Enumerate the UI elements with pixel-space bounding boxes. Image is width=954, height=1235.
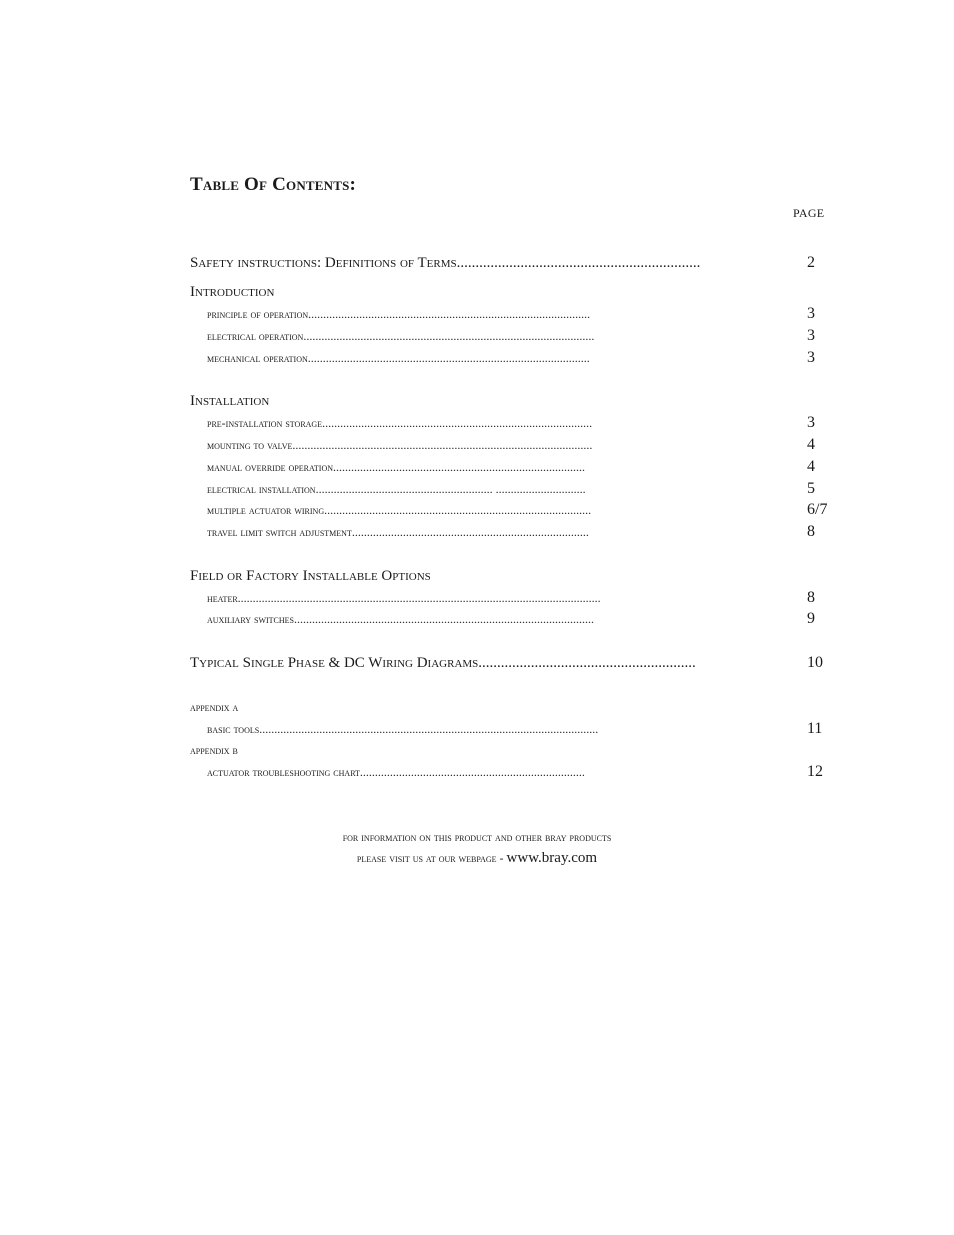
toc-section-label: Installation [190,393,270,409]
toc-entry-page: 3 [807,349,815,366]
toc-entry-label: pre-installation storage.......................................................................................... [207,416,593,430]
toc-entry-page: 3 [807,414,815,431]
toc-entry-multiple-actuator-wiring [0,500,954,522]
toc-entry-mounting-to-valve [0,435,954,457]
toc-entry-label: auxiliary switches.................................................................................................... [207,612,594,626]
toc-entry-troubleshooting-chart [0,762,954,784]
toc-entry-label: mounting to valve.................................................................................................... [207,438,593,452]
toc-section-installation [0,391,954,413]
toc-entry-page: 8 [807,589,815,606]
toc-entry-wiring-diagrams [0,653,954,675]
toc-entry-electrical-operation [0,326,954,348]
toc-entry-page: 9 [807,610,815,627]
toc-entry-label: travel limit switch adjustment............................................................................... [207,525,589,539]
toc-entry-basic-tools [0,719,954,741]
toc-entry-pre-installation-storage [0,413,954,435]
toc-entry-label: basic tools................................................................................................................. [207,722,599,736]
toc-entry-page: 3 [807,305,815,322]
toc-entry-page: 2 [807,254,815,271]
toc-section-appendix-a [0,697,954,719]
toc-entry-heater [0,588,954,610]
toc-entry-page: 4 [807,436,815,453]
footer-info-line: for information on this product and other bray products [342,830,612,844]
toc-entry-label: Typical Single Phase & DC Wiring Diagrams.......................................................... [190,655,696,671]
toc-section-options [0,566,954,588]
toc-entry-manual-override [0,457,954,479]
toc-entry-page: 5 [807,480,815,497]
toc-entry-label: heater......................................................................................................................... [207,591,601,605]
toc-entry-principle [0,304,954,326]
toc-entry-label: mechanical operation.............................................................................................. [207,351,590,365]
toc-entry-travel-limit-switch [0,522,954,544]
toc-entry-label: principle of operation.............................................................................................. [207,307,591,321]
toc-entry-page: 3 [807,327,815,344]
toc-section-label: Introduction [190,284,275,300]
toc-entry-label: multiple actuator wiring......................................................................................... [207,503,592,517]
toc-entry-label: electrical operation................................................................................................. [207,329,595,343]
toc-entry-mechanical-operation [0,348,954,370]
toc-section-label: Field or Factory Installable Options [190,568,431,584]
footer-visit-line [0,850,954,867]
toc-entry-label: electrical installation........................................................... .............................. [207,482,586,496]
toc-section-label: appendix b [190,743,238,757]
toc-entry-page: 6/7 [807,501,828,518]
toc-entry-label: manual override operation.................................................................................... [207,460,585,474]
toc-title: Table Of Contents: [190,174,357,195]
toc-entry-safety [0,253,954,275]
website-link[interactable]: www.bray.com [506,850,598,866]
toc-entry-auxiliary-switches [0,609,954,631]
toc-section-introduction [0,282,954,304]
toc-section-label: appendix a [190,700,239,714]
toc-entry-label: actuator troubleshooting chart........................................................................... [207,765,585,779]
toc-entry-page: 4 [807,458,815,475]
toc-entry-page: 12 [807,763,823,780]
toc-entry-page: 10 [807,654,823,671]
toc-entry-page: 11 [807,720,823,737]
footer-visit-text: please visit us at our webpage - [356,851,507,865]
toc-section-appendix-b [0,740,954,762]
toc-entry-page: 8 [807,523,815,540]
page-column-label: PAGE [793,206,825,220]
toc-entry-label: Safety instructions: Definitions of Terms................................................................. [190,255,701,271]
toc-entry-electrical-installation [0,479,954,501]
